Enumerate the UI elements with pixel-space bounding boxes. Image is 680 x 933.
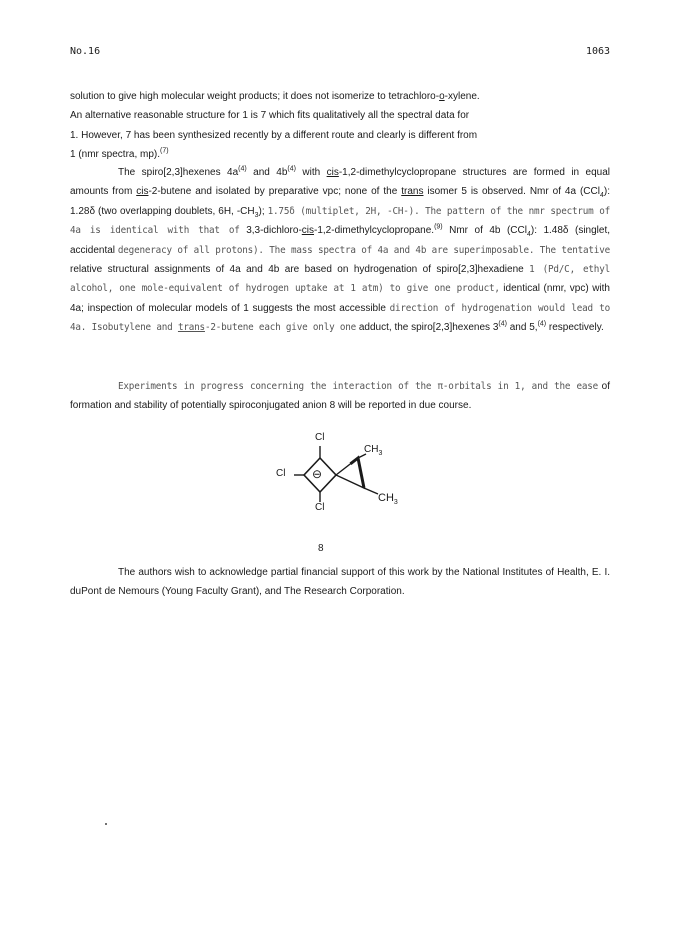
bond-methyl-lower (364, 488, 378, 494)
structure-drawing (270, 432, 410, 520)
text-run: respectively. (546, 322, 604, 334)
text-run: -1,2-dimethylcyclopropane. (314, 225, 435, 237)
subscript: 4 (526, 231, 531, 239)
stray-mark (105, 823, 107, 825)
text-run: 3,3-dichloro- (239, 225, 302, 237)
text-run: cis (326, 167, 339, 178)
text-run: direction of hydrogenation would lead to 4a. Isobutylene and (70, 302, 610, 334)
text-run: of formation and stability of potentially spiroconjugated anion 8 will be reported in due course. (70, 381, 610, 412)
text-run: 1 (Pd/C, ethyl alcohol, one mole-equivalent of hydrogen uptake at 1 atm) to give one product, (70, 264, 610, 295)
text-run: solution to give high molecular weight products; it does not isomerize to tetrachloro- (70, 91, 440, 102)
chlorine-top-label: Cl (315, 432, 325, 443)
citation: (4) (498, 320, 507, 328)
text-run: adduct, the spiro[2,3]hexenes 3 (356, 322, 499, 334)
structure-label-8: 8 (318, 543, 324, 554)
text-run: and 5, (506, 322, 538, 334)
acknowledgment-text: The authors wish to acknowledge partial financial support of this work by the National Institutes of Health, E. I. duPont de Nemours (Young Faculty Grant), and The Research Corporation. (70, 567, 610, 598)
paragraph-2 (70, 163, 610, 338)
citation: (9) (434, 223, 443, 231)
text-run: 1.75δ (multiplet, 2H, -CH-). The pattern of the nmr spectrum of 4a is identical with that of (70, 205, 610, 237)
paragraph-1 (70, 87, 610, 165)
text-run: trans (177, 322, 205, 334)
text-run: trans (401, 186, 424, 198)
chemical-structure-8 (270, 432, 410, 520)
text-run: cis (301, 225, 315, 237)
subscript: 3 (378, 450, 383, 457)
text-run: identical (nmr, vpc) with 4a; inspection of molecular models of 1 suggests the most accessible (70, 283, 610, 314)
text-run: cis (136, 186, 149, 198)
text-run: Nmr of 4b (CCl (442, 225, 527, 237)
text-run: CH (378, 492, 394, 504)
text-run: ): 1.48δ (singlet, accidental (70, 225, 610, 256)
text-run: -xylene. (444, 91, 480, 102)
text-line: 1. However, 7 has been synthesized recently by a different route and clearly is different from (70, 129, 478, 141)
text-run: The spiro[2,3]hexenes 4a (118, 167, 239, 178)
paragraph-3 (70, 377, 610, 416)
cyclopropane-bold-edge (336, 458, 364, 488)
subscript: 3 (254, 211, 259, 219)
text-run: CH (364, 444, 379, 455)
text-run: ): 1.28δ (two overlapping doublets, 6H, -CH (70, 186, 610, 217)
negative-charge-symbol: ⊖ (312, 467, 323, 481)
journal-issue-label: No.16 (70, 46, 101, 57)
page-number: 1063 (586, 46, 611, 57)
text-run: relative structural assignments of 4a and 4b are based on hydrogenation of spiro[2,3]hexadiene (70, 264, 530, 276)
citation: (4) (287, 165, 296, 173)
subscript: 3 (393, 499, 398, 507)
text-line: An alternative reasonable structure for 1 is 7 which fits qualitatively all the spectral data for (70, 110, 470, 122)
citation: (4) (238, 165, 247, 173)
citation: (4) (537, 320, 547, 328)
methyl-lower-label (378, 492, 398, 507)
text-run: with (295, 167, 327, 178)
text-run: isomer 5 is observed. Nmr of 4a (CCl (423, 186, 600, 198)
text-run: o (439, 91, 445, 102)
text-run: 1 (nmr spectra, mp). (70, 149, 161, 161)
methyl-upper-label (364, 444, 382, 455)
citation: (7) (160, 147, 169, 155)
text-run: -1,2-dimethylcyclopropane structures are formed in equal amounts from (70, 167, 610, 198)
text-run: -2-butene each give only one (204, 322, 357, 334)
text-run: degeneracy of all protons). The mass spectra of 4a and 4b are superimposable. The tentative (117, 244, 610, 256)
text-run: -2-butene and isolated by preparative vpc; none of the (148, 186, 402, 198)
acknowledgment-paragraph (70, 563, 610, 602)
text-run: ); (258, 205, 268, 217)
chlorine-bottom-label: Cl (315, 502, 325, 513)
subscript: 4 (599, 192, 604, 200)
text-run: Experiments in progress concerning the interaction of the π-orbitals in 1, and the ease (118, 381, 599, 392)
chlorine-left-label: Cl (276, 468, 286, 479)
text-run: and 4b (246, 167, 288, 178)
